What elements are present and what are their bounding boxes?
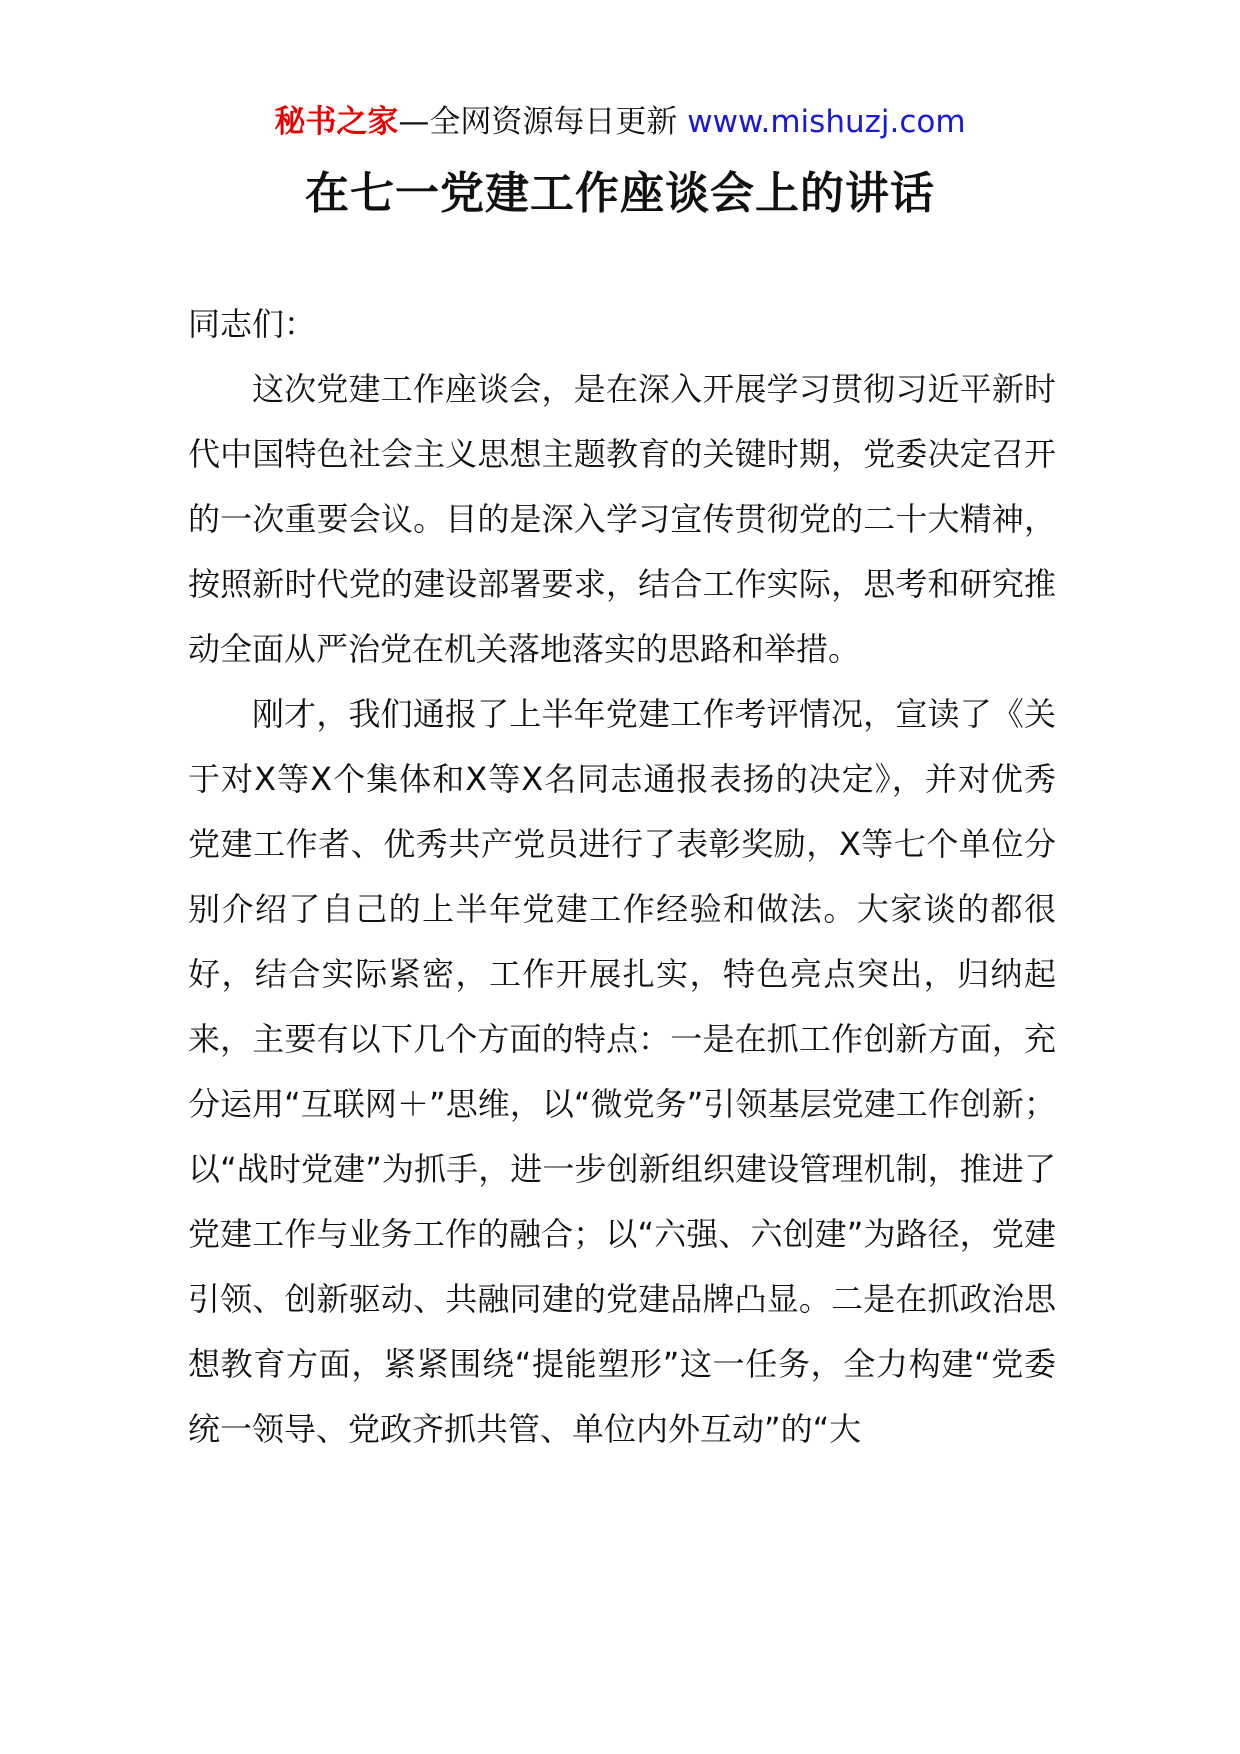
site-url-link[interactable]: www.mishuzj.com xyxy=(687,104,966,140)
site-slogan: —全网资源每日更新 xyxy=(398,104,678,140)
paragraph-1: 这次党建工作座谈会，是在深入开展学习贯彻习近平新时代中国特色社会主义思想主题教育的关键时期，党委决定召开的一次重要会议。目的是深入学习宣传贯彻党的二十大精神，按照新时代党的建设部署要求，结合工作实际，思考和研究推动全面从严治党在机关落地落实的思路和举措。 xyxy=(188,370,1056,668)
paragraph-2: 刚才，我们通报了上半年党建工作考评情况，宣读了《关于对X等X个集体和X等X名同志通报表扬的决定》，并对优秀党建工作者、优秀共产党员进行了表彰奖励，X等七个单位分别介绍了自己的上半年党建工作经验和做法。大家谈的都很好，结合实际紧密，工作开展扎实，特色亮点突出，归纳起来，主要有以下几个方面的特点：一是在抓工作创新方面，充分运用“互联网＋”思维，以“微党务”引领基层党建工作创新；以“战时党建”为抓手，进一步创新组织建设管理机制，推进了党建工作与业务工作的融合；以“六强、六创建”为路径，党建引领、创新驱动、共融同建的党建品牌凸显。二是在抓政治思想教育方面，紧紧围绕“提能塑形”这一任务，全力构建“党委统一领导、党政齐抓共管、单位内外互动”的“大 xyxy=(188,695,1056,1448)
document-body xyxy=(188,292,1056,1462)
salutation: 同志们： xyxy=(188,305,317,343)
document-title: 在七一党建工作座谈会上的讲话 xyxy=(305,168,935,219)
site-brand: 秘书之家 xyxy=(274,104,399,140)
site-header xyxy=(0,100,1240,144)
